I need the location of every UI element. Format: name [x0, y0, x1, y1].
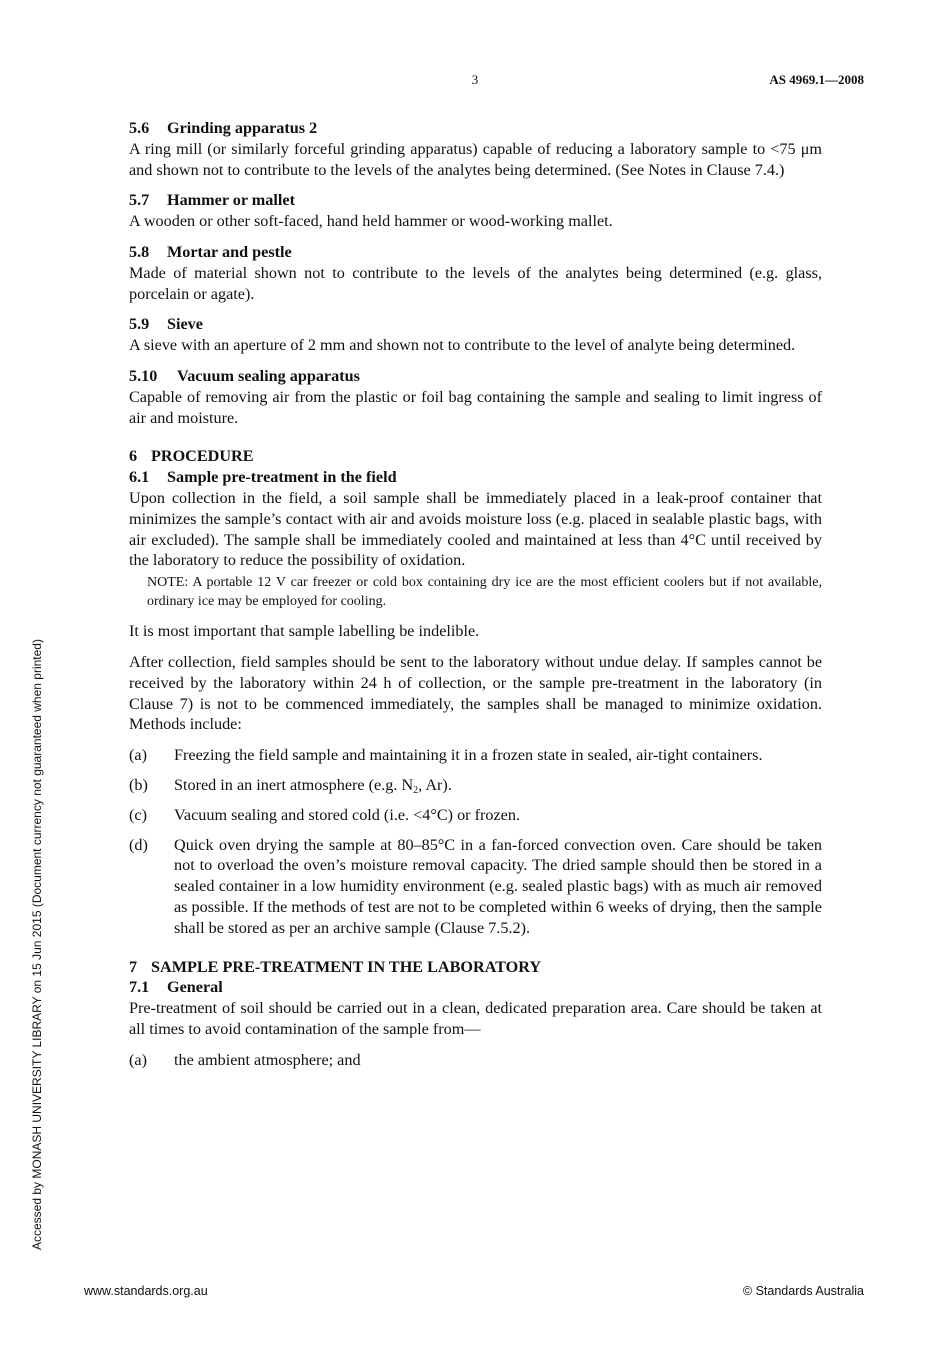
heading-6-1: 6.1 Sample pre-treatment in the field: [129, 468, 397, 487]
paragraph-5-10: Capable of removing air from the plastic or foil bag containing the sample and sealing to limit ingress of air and moisture.: [129, 387, 822, 427]
paragraph-5-9: A sieve with an aperture of 2 mm and shown not to contribute to the level of analyte being determined.: [129, 336, 796, 355]
paragraph-5-7: A wooden or other soft-faced, hand held hammer or wood-working mallet.: [129, 212, 613, 231]
paragraph-7-1: Pre-treatment of soil should be carried out in a clean, dedicated preparation area. Care should be taken at all times to avoid contamination of the sample from—: [129, 999, 822, 1038]
list-item: (d) Quick oven drying the sample at 80–85°C in a fan-forced convection oven. Care should be taken not to overload the oven’s moisture removal capacity. The dried sample should then be stored in a sealed container in a low humidity environment (e.g. sealed plastic bags) with as much air removed as possible. If the methods of test are not to be completed within 6 weeks of drying, then the sample shall be stored as per an archive sample (Clause 7.5.2).: [129, 835, 822, 937]
heading-5-10: 5.10 Vacuum sealing apparatus: [129, 366, 360, 385]
list-item: (b) Stored in an inert atmosphere (e.g. $N_2$, Ar).: [129, 775, 452, 796]
heading-7: 7 SAMPLE PRE-TREATMENT IN THE LABORATORY: [129, 957, 542, 976]
heading-5-9: 5.9 Sieve: [129, 315, 203, 334]
document-body: [129, 118, 822, 1079]
paragraph-5-8: Made of material shown not to contribute to the levels of the analytes being determined (e.g. glass, porcelain or agate).: [129, 263, 822, 303]
heading-5-7: 5.7 Hammer or mallet: [129, 191, 295, 210]
paragraph-6-1-b: It is most important that sample labelling be indelible.: [129, 622, 480, 641]
heading-5-6: 5.6 Grinding apparatus 2: [129, 119, 318, 137]
paragraph-5-6: A ring mill (or similarly forceful grinding apparatus) capable of reducing a laboratory sample to <75 μm and shown not to contribute to the levels of the analytes being determined. (See Notes in Clause 7.4.): [129, 139, 822, 179]
list-item: (a) the ambient atmosphere; and: [129, 1050, 361, 1069]
footer-copyright: © Standards Australia: [742, 1284, 864, 1298]
heading-5-8: 5.8 Mortar and pestle: [129, 242, 292, 261]
list-item: (c) Vacuum sealing and stored cold (i.e. <4°C) or frozen.: [129, 805, 520, 824]
list-item: (a) Freezing the field sample and maintaining it in a frozen state in sealed, air-tight containers.: [129, 746, 763, 765]
footer-website[interactable]: www.standards.org.au: [84, 1284, 208, 1298]
note-6-1: NOTE: A portable 12 V car freezer or cold box containing dry ice are the most efficient coolers but if not available, ordinary ice may be employed for cooling.: [147, 575, 822, 610]
paragraph-6-1-a: Upon collection in the field, a soil sample shall be immediately placed in a leak-proof container that minimizes the sample’s contact with air and avoids moisture loss (e.g. placed in sealable plastic bags, with air excluded). The sample shall be immediately cooled and maintained at less than 4°C until received by the laboratory to reduce the possibility of oxidation.: [129, 488, 822, 570]
standard-id: AS 4969.1—2008: [769, 72, 864, 87]
heading-7-1: 7.1 General: [129, 978, 223, 997]
access-watermark: Accessed by MONASH UNIVERSITY LIBRARY on 15 Jun 2015 (Document currency not guaranteed when printed): [30, 639, 44, 1250]
page-number: 3: [471, 72, 479, 87]
heading-6: 6 PROCEDURE: [129, 447, 254, 466]
paragraph-6-1-c: After collection, field samples should be sent to the laboratory without undue delay. If samples cannot be received by the laboratory within 24 h of collection, or the sample pre-treatment in the laboratory (in Clause 7) is not to be commenced immediately, the samples shall be managed to minimize oxidation. Methods include:: [129, 652, 822, 734]
